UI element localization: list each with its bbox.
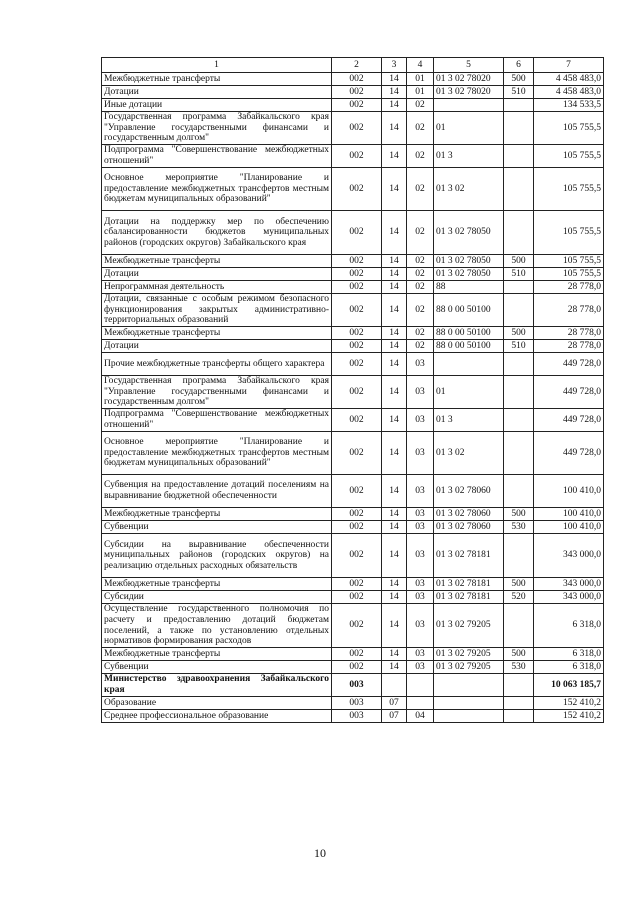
row-target-code-cell: 01 [434, 376, 504, 409]
table-row [102, 211, 604, 255]
row-name-cell: Субвенции [102, 521, 332, 534]
row-expense-type-cell [504, 376, 534, 409]
row-subsection-cell: 03 [407, 376, 434, 409]
row-gr-code-cell: 002 [332, 409, 382, 432]
row-gr-code-cell: 003 [332, 710, 382, 723]
row-target-code-cell [434, 353, 504, 376]
row-amount-cell: 343 000,0 [534, 578, 604, 591]
table-row [102, 604, 604, 648]
row-subsection-cell: 02 [407, 268, 434, 281]
row-section-cell: 14 [382, 145, 407, 168]
row-expense-type-cell [504, 432, 534, 475]
row-gr-code-cell: 002 [332, 255, 382, 268]
header-cell: 3 [382, 58, 407, 73]
row-name-cell: Межбюджетные трансферты [102, 508, 332, 521]
row-section-cell: 07 [382, 710, 407, 723]
table-row [102, 281, 604, 294]
row-section-cell: 14 [382, 409, 407, 432]
row-expense-type-cell: 510 [504, 86, 534, 99]
row-subsection-cell: 02 [407, 327, 434, 340]
row-section-cell: 14 [382, 475, 407, 508]
row-gr-code-cell: 002 [332, 112, 382, 145]
row-gr-code-cell: 002 [332, 281, 382, 294]
row-amount-cell: 152 410,2 [534, 697, 604, 710]
row-target-code-cell: 01 3 [434, 145, 504, 168]
header-cell: 1 [102, 58, 332, 73]
header-cell: 4 [407, 58, 434, 73]
row-expense-type-cell: 500 [504, 73, 534, 86]
row-subsection-cell: 02 [407, 112, 434, 145]
row-target-code-cell: 01 3 02 79205 [434, 661, 504, 674]
row-gr-code-cell: 002 [332, 327, 382, 340]
table-row [102, 432, 604, 475]
row-amount-cell: 105 755,5 [534, 255, 604, 268]
header-cell: 5 [434, 58, 504, 73]
row-name-cell: Среднее профессиональное образование [102, 710, 332, 723]
row-expense-type-cell [504, 112, 534, 145]
row-subsection-cell: 01 [407, 73, 434, 86]
header-row [102, 58, 604, 73]
row-target-code-cell: 01 3 [434, 409, 504, 432]
row-section-cell: 14 [382, 661, 407, 674]
row-target-code-cell: 01 3 02 78050 [434, 211, 504, 255]
row-target-code-cell: 01 3 02 79205 [434, 648, 504, 661]
row-gr-code-cell: 002 [332, 145, 382, 168]
row-target-code-cell [434, 99, 504, 112]
table-row [102, 508, 604, 521]
row-target-code-cell [434, 710, 504, 723]
row-amount-cell: 100 410,0 [534, 508, 604, 521]
row-amount-cell: 449 728,0 [534, 432, 604, 475]
row-amount-cell: 4 458 483,0 [534, 73, 604, 86]
row-subsection-cell: 03 [407, 661, 434, 674]
row-expense-type-cell: 500 [504, 508, 534, 521]
row-amount-cell: 449 728,0 [534, 353, 604, 376]
row-gr-code-cell: 002 [332, 294, 382, 327]
row-subsection-cell: 03 [407, 648, 434, 661]
page-number: 10 [314, 846, 326, 860]
row-expense-type-cell: 500 [504, 327, 534, 340]
row-amount-cell: 28 778,0 [534, 327, 604, 340]
row-subsection-cell: 02 [407, 294, 434, 327]
row-expense-type-cell [504, 281, 534, 294]
table-row [102, 475, 604, 508]
row-subsection-cell: 03 [407, 604, 434, 648]
row-expense-type-cell [504, 145, 534, 168]
row-section-cell: 14 [382, 591, 407, 604]
row-gr-code-cell: 002 [332, 268, 382, 281]
row-expense-type-cell [504, 294, 534, 327]
row-section-cell: 14 [382, 648, 407, 661]
row-amount-cell: 28 778,0 [534, 340, 604, 353]
row-subsection-cell: 03 [407, 353, 434, 376]
row-subsection-cell: 02 [407, 99, 434, 112]
row-subsection-cell: 03 [407, 432, 434, 475]
table-row [102, 86, 604, 99]
row-name-cell: Основное мероприятие "Планирование и предоставление межбюджетных трансфертов местным бюджетам муниципальных образований" [102, 168, 332, 211]
row-subsection-cell: 03 [407, 475, 434, 508]
table-body [102, 58, 604, 723]
row-gr-code-cell: 003 [332, 697, 382, 710]
row-target-code-cell: 01 3 02 78181 [434, 534, 504, 578]
row-amount-cell: 28 778,0 [534, 281, 604, 294]
table-row [102, 534, 604, 578]
table-row [102, 99, 604, 112]
row-subsection-cell: 02 [407, 145, 434, 168]
table-row [102, 168, 604, 211]
row-section-cell: 07 [382, 697, 407, 710]
row-target-code-cell: 01 3 02 78060 [434, 475, 504, 508]
row-name-cell: Иные дотации [102, 99, 332, 112]
row-section-cell [382, 674, 407, 697]
row-name-cell: Дотации, связанные с особым режимом безопасного функционирования закрытых административно-территориальных образований [102, 294, 332, 327]
row-name-cell: Министерство здравоохранения Забайкальского края [102, 674, 332, 697]
row-gr-code-cell: 002 [332, 353, 382, 376]
row-section-cell: 14 [382, 432, 407, 475]
row-section-cell: 14 [382, 168, 407, 211]
row-gr-code-cell: 002 [332, 534, 382, 578]
row-name-cell: Межбюджетные трансферты [102, 255, 332, 268]
row-expense-type-cell [504, 409, 534, 432]
row-gr-code-cell: 002 [332, 521, 382, 534]
row-subsection-cell: 02 [407, 255, 434, 268]
row-expense-type-cell: 520 [504, 591, 534, 604]
table-row [102, 674, 604, 697]
row-name-cell: Дотации на поддержку мер по обеспечению сбалансированности бюджетов муниципальных районов (городских округов) Забайкальского края [102, 211, 332, 255]
row-amount-cell: 100 410,0 [534, 521, 604, 534]
table-row [102, 112, 604, 145]
row-target-code-cell: 88 [434, 281, 504, 294]
row-amount-cell: 100 410,0 [534, 475, 604, 508]
row-gr-code-cell: 002 [332, 340, 382, 353]
row-expense-type-cell: 510 [504, 268, 534, 281]
row-section-cell: 14 [382, 508, 407, 521]
row-target-code-cell [434, 674, 504, 697]
row-expense-type-cell: 500 [504, 578, 534, 591]
row-expense-type-cell [504, 99, 534, 112]
table-row [102, 697, 604, 710]
table-row [102, 145, 604, 168]
row-expense-type-cell [504, 604, 534, 648]
row-subsection-cell: 04 [407, 710, 434, 723]
row-amount-cell: 28 778,0 [534, 294, 604, 327]
row-target-code-cell: 01 3 02 79205 [434, 604, 504, 648]
row-name-cell: Прочие межбюджетные трансферты общего характера [102, 353, 332, 376]
row-amount-cell: 6 318,0 [534, 661, 604, 674]
row-amount-cell: 105 755,5 [534, 211, 604, 255]
row-gr-code-cell: 002 [332, 73, 382, 86]
row-amount-cell: 4 458 483,0 [534, 86, 604, 99]
row-target-code-cell: 01 3 02 78050 [434, 268, 504, 281]
row-section-cell: 14 [382, 340, 407, 353]
row-amount-cell: 105 755,5 [534, 112, 604, 145]
row-section-cell: 14 [382, 281, 407, 294]
row-section-cell: 14 [382, 268, 407, 281]
row-name-cell: Государственная программа Забайкальского края "Управление государственными финансами и государственным долгом" [102, 376, 332, 409]
row-gr-code-cell: 002 [332, 432, 382, 475]
row-expense-type-cell: 500 [504, 648, 534, 661]
row-target-code-cell: 01 3 02 78060 [434, 508, 504, 521]
row-subsection-cell: 03 [407, 591, 434, 604]
table-row [102, 73, 604, 86]
row-subsection-cell: 03 [407, 508, 434, 521]
row-name-cell: Образование [102, 697, 332, 710]
row-amount-cell: 6 318,0 [534, 648, 604, 661]
row-gr-code-cell: 002 [332, 99, 382, 112]
row-section-cell: 14 [382, 327, 407, 340]
table-row [102, 353, 604, 376]
row-name-cell: Непрограммная деятельность [102, 281, 332, 294]
table-row [102, 661, 604, 674]
row-subsection-cell: 02 [407, 168, 434, 211]
row-amount-cell: 10 063 185,7 [534, 674, 604, 697]
table-row [102, 376, 604, 409]
row-gr-code-cell: 002 [332, 86, 382, 99]
row-amount-cell: 343 000,0 [534, 591, 604, 604]
row-section-cell: 14 [382, 99, 407, 112]
row-gr-code-cell: 002 [332, 376, 382, 409]
row-name-cell: Дотации [102, 268, 332, 281]
row-expense-type-cell [504, 475, 534, 508]
row-gr-code-cell: 003 [332, 674, 382, 697]
row-subsection-cell [407, 674, 434, 697]
row-expense-type-cell: 510 [504, 340, 534, 353]
table-row [102, 340, 604, 353]
row-gr-code-cell: 002 [332, 648, 382, 661]
row-target-code-cell: 01 3 02 78020 [434, 86, 504, 99]
row-target-code-cell: 01 3 02 78060 [434, 521, 504, 534]
header-cell: 2 [332, 58, 382, 73]
row-gr-code-cell: 002 [332, 578, 382, 591]
row-expense-type-cell [504, 697, 534, 710]
row-section-cell: 14 [382, 353, 407, 376]
row-amount-cell: 449 728,0 [534, 376, 604, 409]
row-amount-cell: 105 755,5 [534, 145, 604, 168]
row-section-cell: 14 [382, 211, 407, 255]
row-target-code-cell: 01 3 02 [434, 168, 504, 211]
table-row [102, 521, 604, 534]
row-expense-type-cell: 500 [504, 255, 534, 268]
table-row [102, 294, 604, 327]
row-amount-cell: 134 533,5 [534, 99, 604, 112]
row-section-cell: 14 [382, 255, 407, 268]
row-subsection-cell: 02 [407, 281, 434, 294]
table-row [102, 648, 604, 661]
row-amount-cell: 449 728,0 [534, 409, 604, 432]
row-target-code-cell: 01 3 02 78181 [434, 578, 504, 591]
row-name-cell: Государственная программа Забайкальского края "Управление государственными финансами и государственным долгом" [102, 112, 332, 145]
table-row [102, 409, 604, 432]
row-subsection-cell: 02 [407, 340, 434, 353]
row-amount-cell: 105 755,5 [534, 268, 604, 281]
row-target-code-cell: 01 3 02 78050 [434, 255, 504, 268]
row-gr-code-cell: 002 [332, 168, 382, 211]
table-row [102, 578, 604, 591]
row-gr-code-cell: 002 [332, 591, 382, 604]
row-subsection-cell: 02 [407, 211, 434, 255]
row-expense-type-cell [504, 674, 534, 697]
row-target-code-cell: 88 0 00 50100 [434, 294, 504, 327]
header-cell: 7 [534, 58, 604, 73]
row-target-code-cell: 88 0 00 50100 [434, 327, 504, 340]
row-expense-type-cell [504, 710, 534, 723]
row-amount-cell: 6 318,0 [534, 604, 604, 648]
row-target-code-cell: 01 3 02 78020 [434, 73, 504, 86]
row-section-cell: 14 [382, 521, 407, 534]
row-name-cell: Дотации [102, 340, 332, 353]
row-subsection-cell: 03 [407, 534, 434, 578]
row-name-cell: Субвенция на предоставление дотаций поселениям на выравнивание бюджетной обеспеченности [102, 475, 332, 508]
row-subsection-cell: 03 [407, 409, 434, 432]
row-section-cell: 14 [382, 534, 407, 578]
row-amount-cell: 105 755,5 [534, 168, 604, 211]
row-section-cell: 14 [382, 604, 407, 648]
row-expense-type-cell [504, 353, 534, 376]
row-name-cell: Дотации [102, 86, 332, 99]
row-expense-type-cell [504, 534, 534, 578]
table-row [102, 268, 604, 281]
row-name-cell: Субсидии на выравнивание обеспеченности муниципальных районов (городских округов) на реализацию отдельных расходных обязательств [102, 534, 332, 578]
row-name-cell: Осуществление государственного полномочия по расчету и предоставлению дотаций бюджетам поселений, а также по установлению отдельных нормативов формирования расходов [102, 604, 332, 648]
row-section-cell: 14 [382, 578, 407, 591]
table-row [102, 255, 604, 268]
row-name-cell: Субвенции [102, 661, 332, 674]
row-expense-type-cell [504, 211, 534, 255]
row-subsection-cell: 01 [407, 86, 434, 99]
row-name-cell: Основное мероприятие "Планирование и предоставление межбюджетных трансфертов местным бюджетам муниципальных образований" [102, 432, 332, 475]
row-target-code-cell: 01 [434, 112, 504, 145]
row-name-cell: Межбюджетные трансферты [102, 648, 332, 661]
row-section-cell: 14 [382, 73, 407, 86]
row-name-cell: Межбюджетные трансферты [102, 73, 332, 86]
row-gr-code-cell: 002 [332, 661, 382, 674]
row-section-cell: 14 [382, 294, 407, 327]
row-target-code-cell: 01 3 02 78181 [434, 591, 504, 604]
row-expense-type-cell: 530 [504, 521, 534, 534]
header-cell: 6 [504, 58, 534, 73]
row-section-cell: 14 [382, 112, 407, 145]
row-subsection-cell: 03 [407, 521, 434, 534]
row-target-code-cell: 01 3 02 [434, 432, 504, 475]
row-expense-type-cell: 530 [504, 661, 534, 674]
row-name-cell: Подпрограмма "Совершенствование межбюджетных отношений" [102, 145, 332, 168]
row-name-cell: Межбюджетные трансферты [102, 578, 332, 591]
table-row [102, 327, 604, 340]
row-gr-code-cell: 002 [332, 508, 382, 521]
row-name-cell: Субсидии [102, 591, 332, 604]
row-gr-code-cell: 002 [332, 211, 382, 255]
table-row [102, 591, 604, 604]
row-subsection-cell: 03 [407, 578, 434, 591]
row-name-cell: Подпрограмма "Совершенствование межбюджетных отношений" [102, 409, 332, 432]
budget-table [101, 57, 604, 723]
row-amount-cell: 343 000,0 [534, 534, 604, 578]
row-gr-code-cell: 002 [332, 604, 382, 648]
row-amount-cell: 152 410,2 [534, 710, 604, 723]
row-section-cell: 14 [382, 86, 407, 99]
row-subsection-cell [407, 697, 434, 710]
row-gr-code-cell: 002 [332, 475, 382, 508]
row-target-code-cell: 88 0 00 50100 [434, 340, 504, 353]
row-target-code-cell [434, 697, 504, 710]
table-row [102, 710, 604, 723]
row-name-cell: Межбюджетные трансферты [102, 327, 332, 340]
row-expense-type-cell [504, 168, 534, 211]
row-section-cell: 14 [382, 376, 407, 409]
